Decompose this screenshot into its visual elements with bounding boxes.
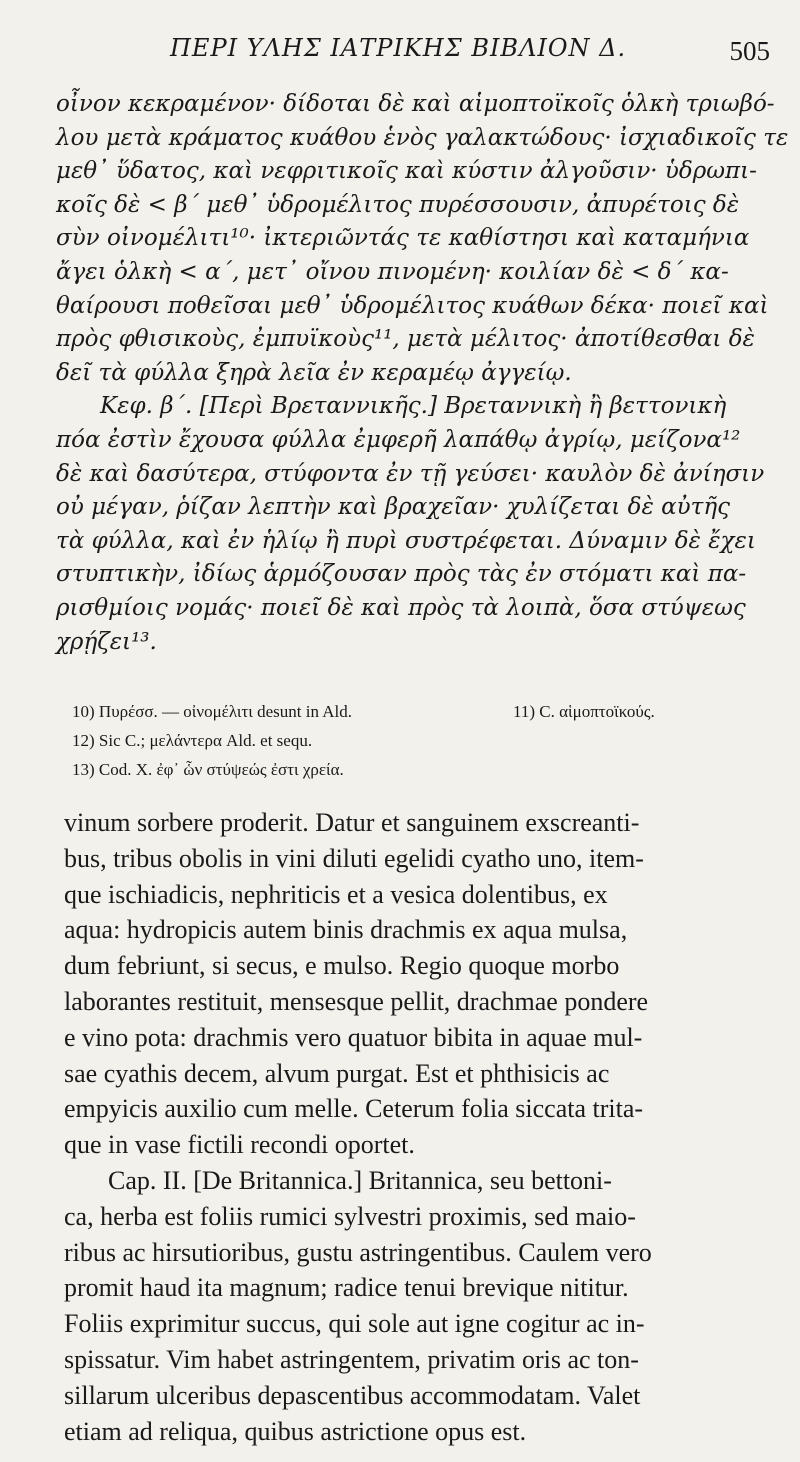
footnote-11: 11) C. αἱμοπτοϊκούς. [513, 702, 655, 721]
greek-line: λου μετὰ κράματος κυάθου ἑνὸς γαλακτώδους· ἰσχιαδικοῖς τε [56, 124, 789, 151]
greek-line: κοῖς δὲ < β´ μεθ᾽ ὑδρομέλιτος πυρέσσουσιν, ἀπυρέτοις δὲ [56, 191, 740, 218]
latin-line: que in vase fictili recondi oportet. [64, 1130, 415, 1160]
latin-line: dum febriunt, si secus, e mulso. Regio quoque morbo [64, 951, 620, 981]
footnote-13: 13) Cod. X. ἐφ᾽ ὧν στύψεώς ἐστι χρεία. [72, 760, 344, 779]
latin-line: spissatur. Vim habet astringentem, privatim oris ac ton- [64, 1344, 639, 1374]
latin-chapter-heading-line: Cap. II. [De Britannica.] Britannica, seu bettoni- [108, 1165, 612, 1195]
page-number: 505 [729, 36, 770, 66]
latin-line: aqua: hydropicis autem binis drachmis ex aqua mulsa, [64, 915, 628, 945]
footnote-row [72, 697, 772, 726]
greek-line: ρισθμίοις νομάς· ποιεῖ δὲ καὶ πρὸς τὰ λοιπὰ, ὅσα στύψεως [56, 594, 746, 621]
greek-line: δὲ καὶ δασύτερα, στύφοντα ἐν τῇ γεύσει· καυλὸν δὲ ἀνίησιν [56, 460, 765, 487]
latin-line: vinum sorbere proderit. Datur et sanguinem exscreanti- [64, 808, 640, 837]
greek-line: μεθ᾽ ὕδατος, καὶ νεφριτικοῖς καὶ κύστιν ἀλγοῦσιν· ὑδρωπι- [56, 158, 757, 185]
latin-line: ribus ac hirsutioribus, gustu astringentibus. Caulem vero [64, 1237, 652, 1267]
greek-line: τὰ φύλλα, καὶ ἐν ἡλίῳ ἢ πυρὶ συστρέφεται. Δύναμιν δὲ ἔχει [56, 527, 756, 554]
greek-line: στυπτικὴν, ἰδίως ἁρμόζουσαν πρὸς τὰς ἐν στόματι καὶ πα- [56, 561, 747, 588]
latin-text-block [64, 805, 764, 1449]
greek-line: χρῄζει¹³. [56, 628, 157, 655]
greek-text-block [56, 88, 789, 659]
latin-line: promit haud ita magnum; radice tenui brevique nititur. [64, 1273, 629, 1303]
latin-line: laborantes restituit, mensesque pellit, drachmae pondere [64, 986, 649, 1016]
greek-chapter-heading-line: Κεφ. β´. [Περὶ Βρεταννικῆς.] Βρεταννικὴ ἢ βεττονικὴ [100, 393, 727, 420]
latin-line: que ischiadicis, nephriticis et a vesica dolentibus, ex [64, 879, 608, 909]
greek-line: πόα ἐστὶν ἔχουσα φύλλα ἐμφερῆ λαπάθῳ ἀγρίῳ, μείζονα¹² [56, 426, 741, 453]
footnote-row [72, 726, 772, 755]
page-header [0, 34, 800, 74]
greek-line: δεῖ τὰ φύλλα ξηρὰ λεῖα ἐν κεραμέῳ ἀγγείῳ. [56, 359, 572, 386]
latin-line: bus, tribus obolis in vini diluti egelidi cyatho uno, item- [64, 843, 644, 873]
latin-line: empyicis auxilio cum melle. Ceterum folia siccata trita- [64, 1094, 644, 1124]
footnote-12: 12) Sic C.; μελάντερα Ald. et sequ. [72, 731, 313, 750]
latin-line: sae cyathis decem, alvum purgat. Est et phthisicis ac [64, 1058, 610, 1088]
greek-line: πρὸς φθισικοὺς, ἐμπυϊκοὺς¹¹, μετὰ μέλιτος· ἀποτίθεσθαι δὲ [56, 326, 755, 353]
latin-line: Foliis exprimitur succus, qui sole aut igne cogitur ac in- [64, 1309, 645, 1339]
latin-line: etiam ad reliqua, quibus astrictione opus est. [64, 1416, 527, 1446]
latin-line: sillarum ulceribus depascentibus accommodatam. Valet [64, 1380, 641, 1410]
footnote-10: 10) Πυρέσσ. — οἰνομέλιτι desunt in Ald. [72, 702, 353, 721]
latin-line: ca, herba est foliis rumici sylvestri proximis, sed maio- [64, 1201, 636, 1231]
footnotes [72, 697, 772, 784]
greek-line: οἶνον κεκραμένον· δίδοται δὲ καὶ αἱμοπτοϊκοῖς ὁλκὴ τριωβό- [56, 91, 775, 117]
running-head: ΠΕΡΙ ΥΛΗΣ ΙΑΤΡΙΚΗΣ ΒΙΒΛΙΟΝ Δ. [170, 34, 627, 62]
greek-line: οὐ μέγαν, ῥίζαν λεπτὴν καὶ βραχεῖαν· χυλίζεται δὲ αὐτῆς [56, 494, 731, 521]
greek-line: ἄγει ὁλκὴ < α´, μετ᾽ οἴνου πινομένη· κοιλίαν δὲ < δ´ κα- [56, 258, 729, 285]
latin-line: e vino pota: drachmis vero quatuor bibita in aquae mul- [64, 1022, 643, 1052]
footnote-row [72, 755, 772, 784]
greek-line: σὺν οἰνομέλιτι¹⁰· ἰκτεριῶντάς τε καθίστησι καὶ καταμήνια [56, 225, 750, 252]
greek-line: θαίρουσι ποθεῖσαι μεθ᾽ ὑδρομέλιτος κυάθων δέκα· ποιεῖ καὶ [56, 292, 769, 319]
